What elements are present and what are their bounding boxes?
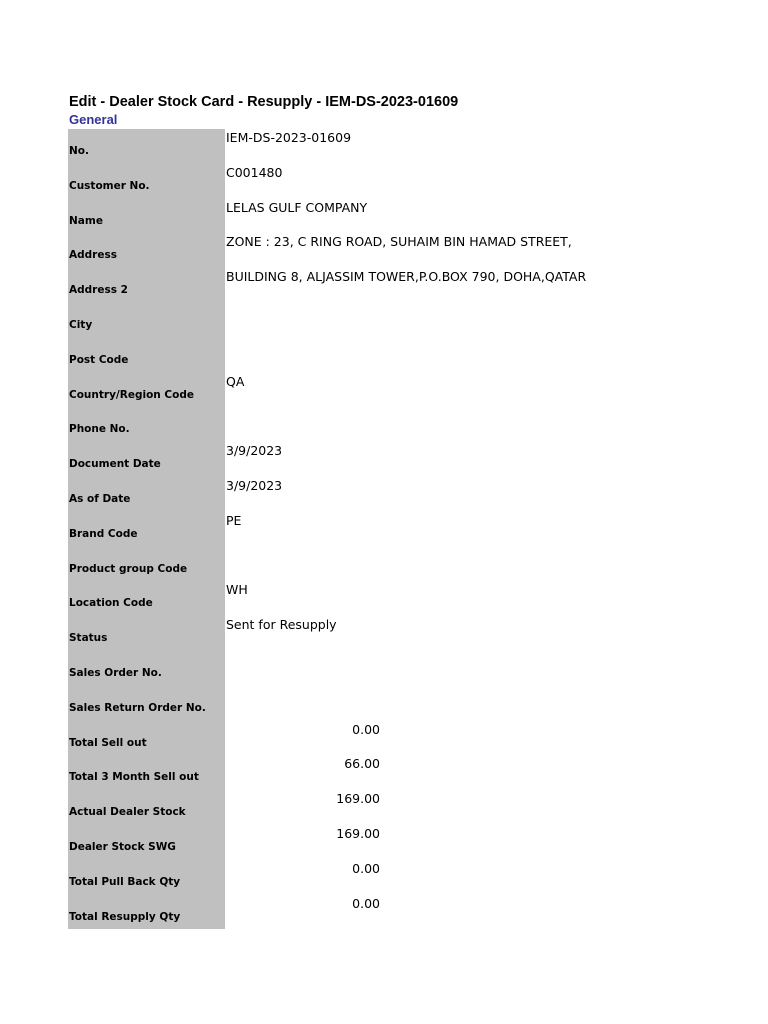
field-label: City bbox=[69, 318, 93, 331]
field-value-name: LELAS GULF COMPANY bbox=[226, 199, 368, 215]
field-label-cell bbox=[68, 199, 225, 234]
field-label: Brand Code bbox=[69, 527, 138, 540]
field-row-post-code bbox=[68, 338, 668, 373]
field-row-total-resupply-qty bbox=[68, 895, 668, 930]
field-label-cell bbox=[68, 373, 225, 408]
field-label-cell bbox=[68, 233, 225, 268]
field-label: Status bbox=[69, 632, 108, 645]
field-row-phone-no bbox=[68, 407, 668, 442]
field-label-cell bbox=[68, 721, 225, 756]
field-row-total-3-month-sell-out bbox=[68, 755, 668, 790]
field-label-cell bbox=[68, 895, 225, 930]
field-row-as-of-date bbox=[68, 477, 668, 512]
field-label: Total Resupply Qty bbox=[69, 910, 181, 923]
field-label-cell bbox=[68, 755, 225, 790]
field-row-address-2 bbox=[68, 268, 668, 303]
field-label: Address 2 bbox=[69, 284, 128, 297]
field-row-actual-dealer-stock bbox=[68, 790, 668, 825]
field-value-document-date: 3/9/2023 bbox=[226, 443, 283, 459]
field-value-no: IEM-DS-2023-01609 bbox=[226, 130, 352, 145]
field-label: Customer No. bbox=[69, 179, 150, 192]
field-row-customer-no bbox=[68, 164, 668, 199]
field-label-cell bbox=[68, 790, 225, 825]
field-row-total-sell-out bbox=[68, 721, 668, 756]
field-row-document-date bbox=[68, 442, 668, 477]
field-label-cell bbox=[68, 338, 225, 373]
field-label-cell bbox=[68, 477, 225, 512]
general-fields-table bbox=[68, 129, 668, 929]
field-label: Sales Return Order No. bbox=[69, 701, 206, 714]
field-label: Total Pull Back Qty bbox=[69, 875, 181, 888]
field-value-actual-dealer-stock: 169.00 bbox=[336, 791, 380, 807]
field-label-cell bbox=[68, 581, 225, 616]
field-label: Country/Region Code bbox=[69, 388, 194, 401]
field-label-cell bbox=[68, 860, 225, 895]
field-value-location-code: WH bbox=[226, 582, 248, 598]
field-value-as-of-date: 3/9/2023 bbox=[226, 477, 283, 493]
field-label: Address bbox=[69, 249, 117, 262]
field-value-total-pull-back-qty: 0.00 bbox=[352, 860, 380, 876]
field-row-sales-order-no bbox=[68, 651, 668, 686]
field-label-cell bbox=[68, 129, 225, 164]
field-row-country-region-code bbox=[68, 373, 668, 408]
field-label: Location Code bbox=[69, 597, 153, 610]
page-title: Edit - Dealer Stock Card - Resupply - IEM-DS-2023-01609 bbox=[69, 94, 459, 110]
field-label: Sales Order No. bbox=[69, 666, 162, 679]
field-label-cell bbox=[68, 164, 225, 199]
field-row-dealer-stock-swg bbox=[68, 825, 668, 860]
field-label: Actual Dealer Stock bbox=[69, 806, 186, 819]
field-value-address-2: BUILDING 8, ALJASSIM TOWER,P.O.BOX 790, DOHA,QATAR bbox=[226, 269, 587, 285]
field-row-city bbox=[68, 303, 668, 338]
field-value-total-sell-out: 0.00 bbox=[352, 721, 380, 737]
field-label-cell bbox=[68, 616, 225, 651]
field-value-brand-code: PE bbox=[226, 512, 242, 528]
field-row-sales-return-order-no bbox=[68, 686, 668, 721]
field-row-address bbox=[68, 233, 668, 268]
field-label: Total Sell out bbox=[69, 736, 147, 749]
field-row-brand-code bbox=[68, 512, 668, 547]
field-label-cell bbox=[68, 303, 225, 338]
section-title-general: General bbox=[69, 112, 118, 127]
field-row-total-pull-back-qty bbox=[68, 860, 668, 895]
field-label: Post Code bbox=[69, 353, 129, 366]
field-row-location-code bbox=[68, 581, 668, 616]
field-label: Dealer Stock SWG bbox=[69, 840, 176, 853]
field-label-cell bbox=[68, 825, 225, 860]
field-label-cell bbox=[68, 651, 225, 686]
field-label-cell bbox=[68, 407, 225, 442]
field-row-status bbox=[68, 616, 668, 651]
field-row-name bbox=[68, 199, 668, 234]
field-label-cell bbox=[68, 268, 225, 303]
field-row-no bbox=[68, 129, 668, 164]
field-value-address: ZONE : 23, C RING ROAD, SUHAIM BIN HAMAD STREET, bbox=[226, 234, 572, 250]
field-label: Document Date bbox=[69, 458, 161, 471]
field-label: Name bbox=[69, 214, 103, 227]
field-value-total-resupply-qty: 0.00 bbox=[352, 895, 380, 911]
field-row-product-group-code bbox=[68, 547, 668, 582]
field-value-total-3-month-sell-out: 66.00 bbox=[344, 756, 380, 772]
field-label: No. bbox=[69, 145, 89, 157]
field-label: As of Date bbox=[69, 492, 131, 505]
field-label-cell bbox=[68, 512, 225, 547]
field-label-cell bbox=[68, 547, 225, 582]
field-value-status: Sent for Resupply bbox=[226, 617, 337, 633]
field-value-country-region-code: QA bbox=[226, 373, 245, 389]
field-label-cell bbox=[68, 686, 225, 721]
field-value-dealer-stock-swg: 169.00 bbox=[336, 825, 380, 841]
field-label-cell bbox=[68, 442, 225, 477]
field-value-customer-no: C001480 bbox=[226, 164, 283, 180]
field-label: Total 3 Month Sell out bbox=[69, 771, 199, 784]
field-label: Product group Code bbox=[69, 562, 188, 575]
field-label: Phone No. bbox=[69, 423, 130, 436]
